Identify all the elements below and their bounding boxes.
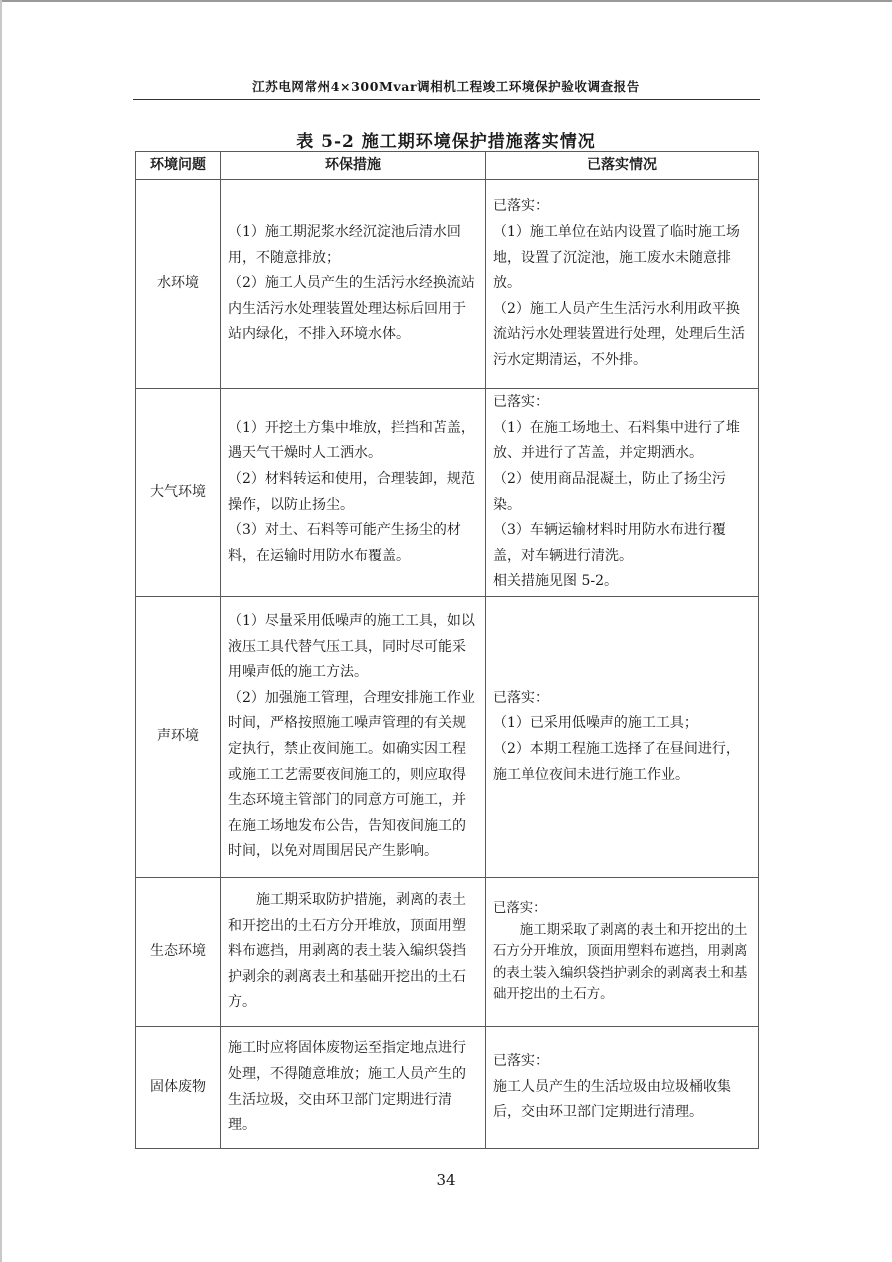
- table-row: [136, 180, 759, 389]
- measures-cell: [221, 389, 486, 597]
- measure-item: （1）施工期泥浆水经沉淀池后清水回用，不随意排放；: [228, 224, 461, 266]
- status-item: 相关措施见图 5-2。: [493, 573, 618, 590]
- measures-cell: [221, 878, 486, 1027]
- status-cell: [486, 180, 759, 389]
- status-item: （2）本期工程施工选择了在昼间进行，施工单位夜间未进行施工作业。: [493, 741, 740, 783]
- status-item: 施工期采取了剥离的表土和开挖出的土石方分开堆放，顶面用塑料布遮挡，用剥离的表土装入编织袋挡护剥余的剥离表土和基础开挖出的土石方。: [493, 922, 748, 1003]
- status-label: 已落实：: [493, 689, 549, 706]
- table-row: [136, 389, 759, 597]
- header-rule: [133, 99, 760, 100]
- table-row: [136, 1027, 759, 1149]
- scan-edge-top: [0, 0, 892, 2]
- measure-item: （1）尽量采用低噪声的施工工具，如以液压工具代替气压工具，同时尽可能采用噪声低的施工方法。: [228, 613, 475, 681]
- issue-cell: 水环境: [136, 180, 221, 389]
- measure-item: 施工时应将固体废物运至指定地点进行处理，不得随意堆放；施工人员产生的生活垃圾，交由环卫部门定期进行清理。: [228, 1040, 466, 1134]
- scan-edge-left: [0, 0, 2, 1262]
- measures-cell: [221, 597, 486, 878]
- table-caption: 表 5-2 施工期环境保护措施落实情况: [296, 132, 596, 152]
- column-header-measures: 环保措施: [221, 152, 486, 180]
- measure-item: （2）施工人员产生的生活污水经换流站内生活污水处理装置处理达标后回用于站内绿化，不排入环境水体。: [228, 275, 475, 343]
- running-header: 江苏电网常州4×300Mvar调相机工程竣工环境保护验收调查报告: [252, 79, 640, 94]
- measure-item: （1）开挖土方集中堆放，拦挡和苫盖，遇天气干燥时人工洒水。: [228, 419, 475, 462]
- table-row: [136, 878, 759, 1027]
- issue-cell: 声环境: [136, 597, 221, 878]
- status-cell: [486, 389, 759, 597]
- status-label: 已落实：: [493, 198, 549, 215]
- issue-cell: 固体废物: [136, 1027, 221, 1149]
- column-header-status: 已落实情况: [486, 152, 759, 180]
- status-item: （1）已采用低噪声的施工工具；: [493, 715, 698, 732]
- status-cell: [486, 1027, 759, 1149]
- status-item: （1）施工单位在站内设置了临时施工场地，设置了沉淀池，施工废水未随意排放。: [493, 224, 740, 292]
- measure-item: （3）对土、石料等可能产生扬尘的材料，在运输时用防水布覆盖。: [228, 522, 461, 564]
- measure-item: 施工期采取防护措施，剥离的表土和开挖出的土石方分开堆放，顶面用塑料布遮挡，用剥离的表土装入编织袋挡护剥余的剥离表土和基础开挖出的土石方。: [228, 892, 466, 1011]
- measures-table: [135, 151, 759, 1149]
- table-header-row: [136, 152, 759, 180]
- issue-cell: 生态环境: [136, 878, 221, 1027]
- status-cell: [486, 597, 759, 878]
- measure-item: （2）材料转运和使用，合理装卸，规范操作，以防止扬尘。: [228, 470, 475, 513]
- issue-cell: 大气环境: [136, 389, 221, 597]
- page-number: 34: [436, 1171, 456, 1189]
- status-item: （1）在施工场地土、石料集中进行了堆放、并进行了苫盖，并定期洒水。: [493, 419, 740, 462]
- column-header-issue: 环境问题: [136, 152, 221, 180]
- table-row: [136, 597, 759, 878]
- measures-cell: [221, 1027, 486, 1149]
- measures-cell: [221, 180, 486, 389]
- status-label: 已落实：: [493, 394, 549, 411]
- measure-item: （2）加强施工管理，合理安排施工作业时间，严格按照施工噪声管理的有关规定执行，禁止夜间施工。如确实因工程或施工工艺需要夜间施工的，则应取得生态环境主管部门的同意方可施工，并在施工场地发布公告，告知夜间施工的时间，以免对周围居民产生影响。: [228, 689, 475, 860]
- status-label: 已落实：: [493, 901, 547, 917]
- status-item: 施工人员产生的生活垃圾由垃圾桶收集后，交由环卫部门定期进行清理。: [493, 1078, 731, 1121]
- status-item: （2）使用商品混凝土，防止了扬尘污染。: [493, 470, 726, 513]
- status-cell: [486, 878, 759, 1027]
- status-label: 已落实：: [493, 1053, 549, 1070]
- status-item: （2）施工人员产生生活污水利用政平换流站污水处理装置进行处理，处理后生活污水定期清运，不外排。: [493, 300, 745, 368]
- status-item: （3）车辆运输材料时用防水布进行覆盖，对车辆进行清洗。: [493, 522, 726, 564]
